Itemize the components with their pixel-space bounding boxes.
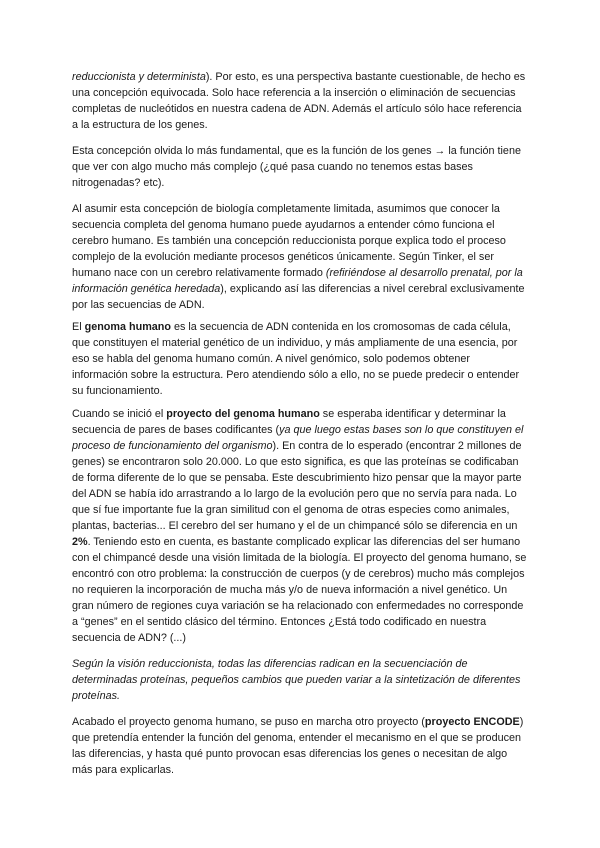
paragraph-text: ). En contra de lo esperado (encontrar 2 millones de genes) se encontraron solo 20.000. Lo que esto significa, es que las proteínas se codificaban de forma diferente de lo que se pensaba. Este descubrimiento hizo pensar que la mayor parte del ADN se había ido arrastrando a lo largo de la evolución pero que no servía para nada. Lo que sí fue importante fue la gran similitud con el genoma de otras especies como animales, plantas, bacterias... El cerebro del ser humano y el de un chimpancé sólo se diferencia en un [72,440,522,532]
paragraph-3 [72,201,528,313]
paragraph-text: Acabado el proyecto genoma humano, se puso en marcha otro proyecto ( [72,716,425,728]
paragraph-text: es la secuencia de ADN contenida en los cromosomas de cada célula, que constituyen el material genético de un individuo, y más ampliamente de una esencia, por eso se habla del genoma humano común. A nivel genómico, solo podemos obtener información sobre la estructura. Pero atendiendo sólo a ello, no se puede predecir o entender su funcionamiento. [72,321,520,397]
paragraph-6 [72,656,528,704]
italic-text: ya que luego estas bases son lo que constituyen el proceso de funcionamiento del organismo [72,424,524,452]
bold-term-genoma-humano: genoma humano [84,321,171,333]
paragraph-4 [72,319,528,399]
paragraph-text: Cuando se inició el [72,408,167,420]
bold-term-proyecto-encode: proyecto ENCODE [424,716,520,728]
italic-text: (refiriéndose al desarrollo prenatal, por la información genética heredada [72,267,523,295]
paragraph-text: ), explicando así las diferencias a nivel cerebral exclusivamente por las secuencias de ADN. [72,283,525,311]
paragraph-5 [72,406,528,646]
paragraph-text: ) que pretendía entender la función del genoma, entender el mecanismo en el que se producen las diferencias, y hasta qué punto provocan esas diferencias los genes o necesitan de algo más para explicarlas. [72,716,524,776]
paragraph-7 [72,714,528,778]
paragraph-1 [72,69,528,133]
paragraph-2 [72,143,528,191]
bold-term-proyecto-genoma: proyecto del genoma humano [166,408,320,420]
italic-text: Según la visión reduccionista, todas las diferencias radican en la secuenciación de determinadas proteínas, pequeños cambios que pueden variar a la sintetización de diferentes proteínas. [72,658,521,702]
paragraph-text: El [72,321,85,333]
paragraph-text: . Teniendo esto en cuenta, es bastante complicado explicar las diferencias del ser humano con el chimpancé desde una visión limitada de la biología. El proyecto del genoma humano, se encontró con otro problema: la construcción de cuerpos (y de cerebros) mucho más complejos no requieren la incorporación de mucha más y/o de nueva información a nivel genético. Un gran número de regiones cuya variación se ha relacionado con enfermedades no corresponde a “genes” en el sentido clásico del término. Entonces ¿Está todo codificado en nuestra secuencia de ADN? (...) [72,536,527,644]
paragraph-text: Esta concepción olvida lo más fundamental, que es la función de los genes → la función tiene que ver con algo mucho más complejo (¿qué pasa cuando no tenemos estas bases nitrogenadas? etc). [72,145,521,189]
italic-text: reduccionista y determinista [72,71,206,83]
bold-percentage: 2% [72,536,88,548]
paragraph-text: Al asumir esta concepción de biología completamente limitada, asumimos que conocer la secuencia completa del genoma humano puede ayudarnos a entender cómo funciona el cerebro humano. Es también una concepción reduccionista porque explica todo el proceso complejo de la evolución mediante procesos genéticos únicamente. Según Tinker, el ser humano nace con un cerebro relativamente formado [72,203,506,279]
paragraph-text: se esperaba identificar y determinar la secuencia de pares de bases codificantes ( [72,408,506,436]
paragraph-text: ). Por esto, es una perspectiva bastante cuestionable, de hecho es una concepción equivocada. Solo hace referencia a la inserción o eliminación de secuencias completas de nucleótidos en nuestra cadena de ADN. Además el artículo sólo hace referencia a la estructura de los genes. [72,71,526,131]
